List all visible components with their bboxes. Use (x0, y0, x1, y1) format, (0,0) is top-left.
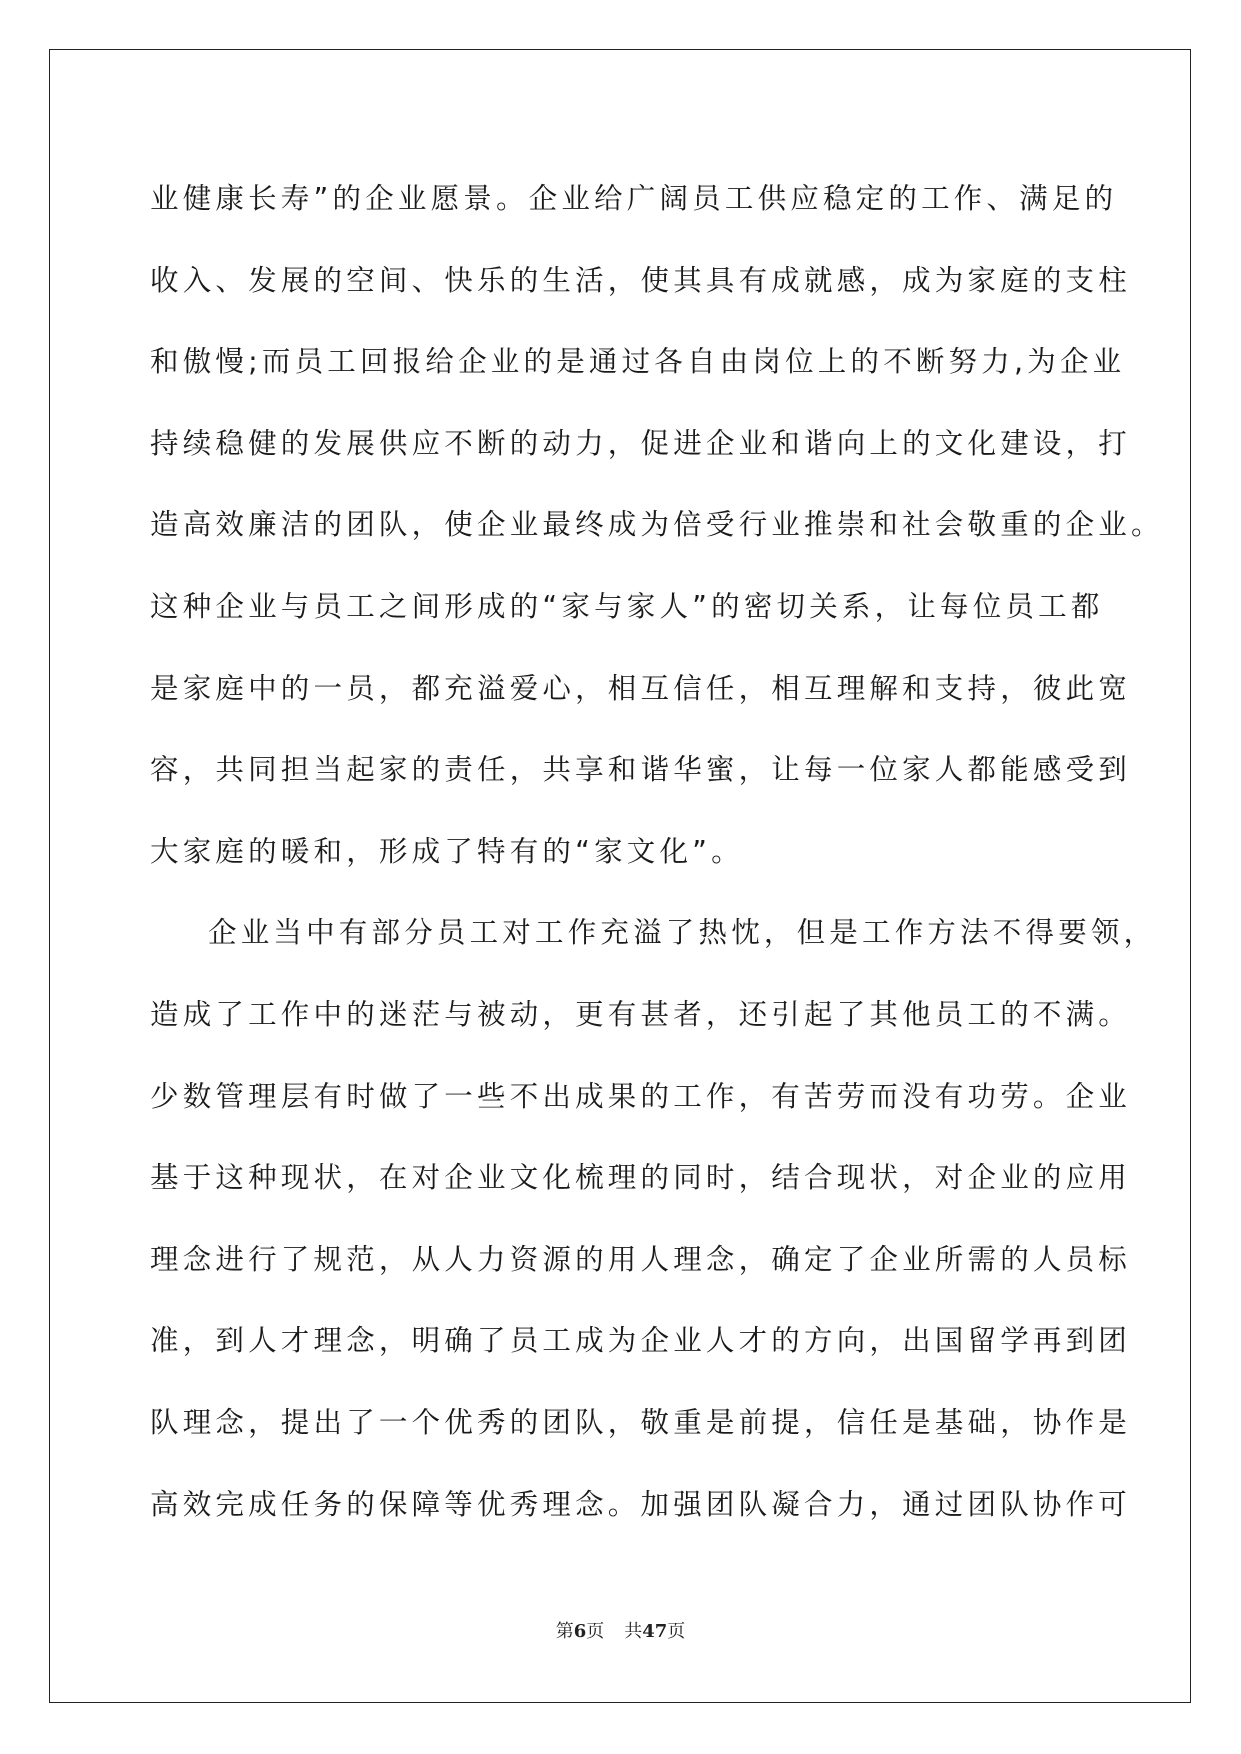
page-footer (0, 1617, 1241, 1643)
document-body (150, 158, 1164, 1545)
total-pages-number: 47 (642, 1621, 668, 1642)
text-line: 大家庭的暖和，形成了特有的“家文化”。 (150, 834, 744, 868)
text-line: 持续稳健的发展供应不断的动力，促进企业和谐向上的文化建设，打 (150, 426, 1132, 460)
footer-page-suffix: 页 (586, 1621, 605, 1642)
text-line: 和傲慢;而员工回报给企业的是通过各自由岗位上的不断努力,为企业 (150, 345, 1126, 379)
text-line: 收入、发展的空间、快乐的生活，使其具有成就感，成为家庭的支柱 (150, 263, 1132, 297)
text-line: 是家庭中的一员，都充溢爱心，相互信任，相互理解和支持，彼此宽 (150, 671, 1132, 705)
text-line: 造高效廉洁的团队，使企业最终成为倍受行业推崇和社会敬重的企业。 (150, 508, 1164, 542)
footer-total-prefix: 共 (624, 1621, 643, 1642)
text-line: 这种企业与员工之间形成的“家与家人”的密切关系，让每位员工都 (150, 589, 1104, 623)
text-line: 造成了工作中的迷茫与被动，更有甚者，还引起了其他员工的不满。 (150, 997, 1132, 1031)
current-page-number: 6 (573, 1621, 587, 1642)
text-line: 少数管理层有时做了一些不出成果的工作，有苦劳而没有功劳。企业 (150, 1079, 1132, 1113)
text-line: 准，到人才理念，明确了员工成为企业人才的方向，出国留学再到团 (150, 1324, 1132, 1358)
text-line: 高效完成任务的保障等优秀理念。加强团队凝合力，通过团队协作可 (150, 1487, 1132, 1521)
text-line: 企业当中有部分员工对工作充溢了热忱，但是工作方法不得要领， (208, 916, 1157, 950)
text-line: 理念进行了规范，从人力资源的用人理念，确定了企业所需的人员标 (150, 1242, 1132, 1276)
text-line: 业健康长寿”的企业愿景。企业给广阔员工供应稳定的工作、满足的 (150, 182, 1118, 215)
footer-prefix: 第 (555, 1621, 574, 1642)
text-line: 队理念，提出了一个优秀的团队，敬重是前提，信任是基础，协作是 (150, 1405, 1132, 1439)
text-line: 容，共同担当起家的责任，共享和谐华蜜，让每一位家人都能感受到 (150, 753, 1132, 787)
footer-total-suffix: 页 (667, 1621, 686, 1642)
text-line: 基于这种现状，在对企业文化梳理的同时，结合现状，对企业的应用 (150, 1161, 1132, 1195)
